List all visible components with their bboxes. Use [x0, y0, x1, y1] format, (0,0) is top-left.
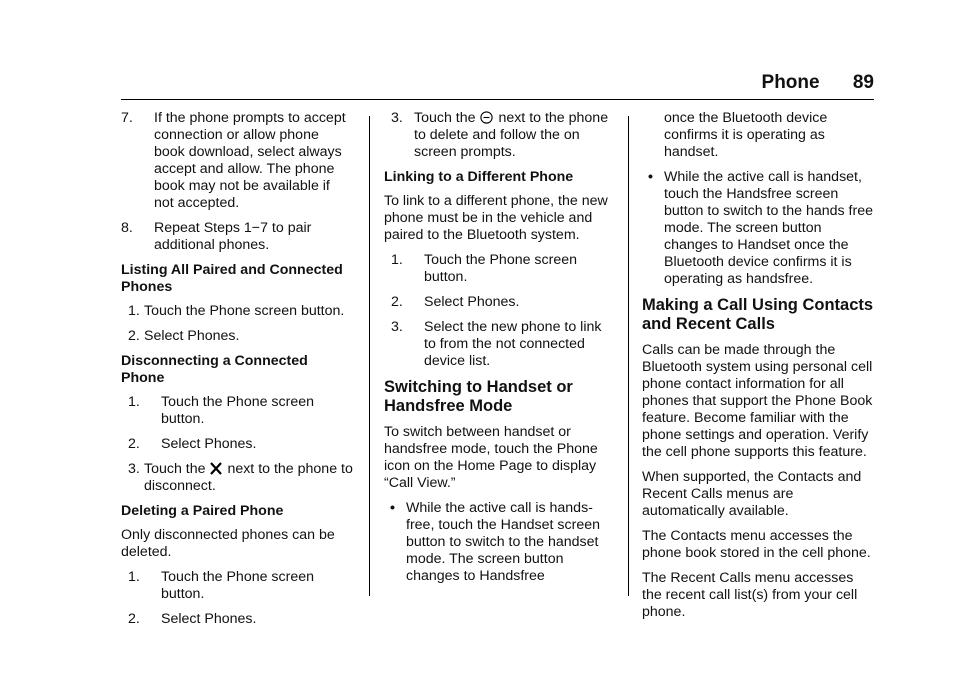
step-number: 3.: [128, 461, 140, 477]
step-text: Select Phones.: [161, 611, 257, 627]
deleting-heading: Deleting a Paired Phone: [121, 503, 284, 519]
step-text-post: next to the phone to delete and follow the on screen prompts.: [414, 110, 609, 160]
step-text-post: next to the phone to disconnect.: [144, 461, 353, 494]
step-8: [121, 220, 353, 254]
column-divider-1: [369, 116, 370, 596]
paragraph: Calls can be made through the Bluetooth system using personal cell phone contact information for all phones that support the Phone Book feature. Become familiar with the phone settings and operation. Verify the cell phone supports this feature.: [642, 342, 873, 460]
link-step: [384, 252, 616, 286]
paragraph: The Recent Calls menu accesses the recent call list(s) from your cell phone.: [642, 570, 858, 620]
deleting-paragraph: Only disconnected phones can be deleted.: [121, 527, 335, 560]
delete-step: [121, 569, 353, 603]
column-divider-2: [628, 116, 629, 596]
bullet-text: While the active call is hands-free, touch the Handset screen button to switch to the handset mode. The screen button changes to Handsfree: [406, 500, 601, 584]
step-text: Touch the Phone screen button.: [144, 303, 345, 319]
step-text-pre: Touch the: [144, 461, 206, 477]
step-text: Select Phones.: [161, 436, 257, 452]
link-step: [384, 294, 616, 311]
delete-step-3: [384, 110, 616, 161]
step-text: Repeat Steps 1−7 to pair additional phones.: [154, 220, 312, 253]
column-3: [642, 110, 874, 629]
minus-circle-icon: [480, 111, 493, 124]
page-number: 89: [852, 72, 874, 93]
list-step: [121, 328, 353, 345]
linking-paragraph: To link to a different phone, the new phone must be in the vehicle and paired to the Bluetooth system.: [384, 193, 608, 243]
disconnect-step: [121, 394, 353, 428]
bullet-text: While the active call is handset, touch the Handsfree screen button to switch to the hands free mode. The screen button changes to Handset once the Bluetooth device confirms it is operating as handsfree.: [664, 169, 874, 287]
step-text: Touch the Phone screen button.: [424, 252, 578, 285]
step-text: Touch the Phone screen button.: [161, 394, 315, 427]
step-text: If the phone prompts to accept connection or allow phone book download, select always accept and allow. The phone book may not be available if not accepted.: [154, 110, 346, 211]
list-step: [121, 303, 353, 320]
step-number: 7.: [121, 110, 133, 126]
delete-step: [121, 611, 353, 628]
linking-heading: Linking to a Different Phone: [384, 169, 574, 185]
step-number: 1.: [128, 394, 140, 410]
bullet-continuation: once the Bluetooth device confirms it is operating as handset.: [664, 110, 828, 160]
step-number: 8.: [121, 220, 133, 236]
step-number: 3.: [391, 319, 403, 335]
disconnect-step: [121, 436, 353, 453]
step-text: Select Phones.: [144, 328, 240, 344]
header-rule: [121, 99, 874, 100]
page-title: Phone: [761, 72, 820, 93]
step-number: 1.: [128, 569, 140, 585]
switch-paragraph: To switch between handset or handsfree mode, touch the Phone icon on the Home Page to display “Call View.”: [384, 424, 598, 491]
step-number: 3.: [391, 110, 403, 126]
making-call-heading: Making a Call Using Contacts and Recent Calls: [642, 296, 874, 333]
bullet-mark: •: [390, 500, 395, 516]
disconnect-heading: Disconnecting a Connected Phone: [121, 353, 308, 386]
paragraph: When supported, the Contacts and Recent Calls menus are automatically available.: [642, 469, 862, 519]
page-header: [762, 72, 874, 94]
step-number: 2.: [128, 611, 140, 627]
column-1: [121, 110, 353, 636]
step-number: 2.: [391, 294, 403, 310]
switch-heading: Switching to Handset or Handsfree Mode: [384, 378, 573, 415]
link-step: [384, 319, 616, 370]
step-text-pre: Touch the: [414, 110, 476, 126]
step-text: Select the new phone to link to from the not connected device list.: [424, 319, 602, 369]
step-number: 2.: [128, 328, 140, 344]
step-number: 1.: [128, 303, 140, 319]
bullet-mark: •: [648, 169, 653, 185]
bullet-item: [384, 500, 616, 585]
step-number: 1.: [391, 252, 403, 268]
column-2: [384, 110, 616, 593]
x-icon: [210, 462, 222, 475]
step-text: Touch the Phone screen button.: [161, 569, 315, 602]
disconnect-step-3: [121, 461, 353, 495]
listing-heading: Listing All Paired and Connected Phones: [121, 262, 343, 295]
step-number: 2.: [128, 436, 140, 452]
paragraph: The Contacts menu accesses the phone book stored in the cell phone.: [642, 528, 871, 561]
bullet-item: [642, 169, 874, 288]
step-7: [121, 110, 353, 212]
step-text: Select Phones.: [424, 294, 520, 310]
